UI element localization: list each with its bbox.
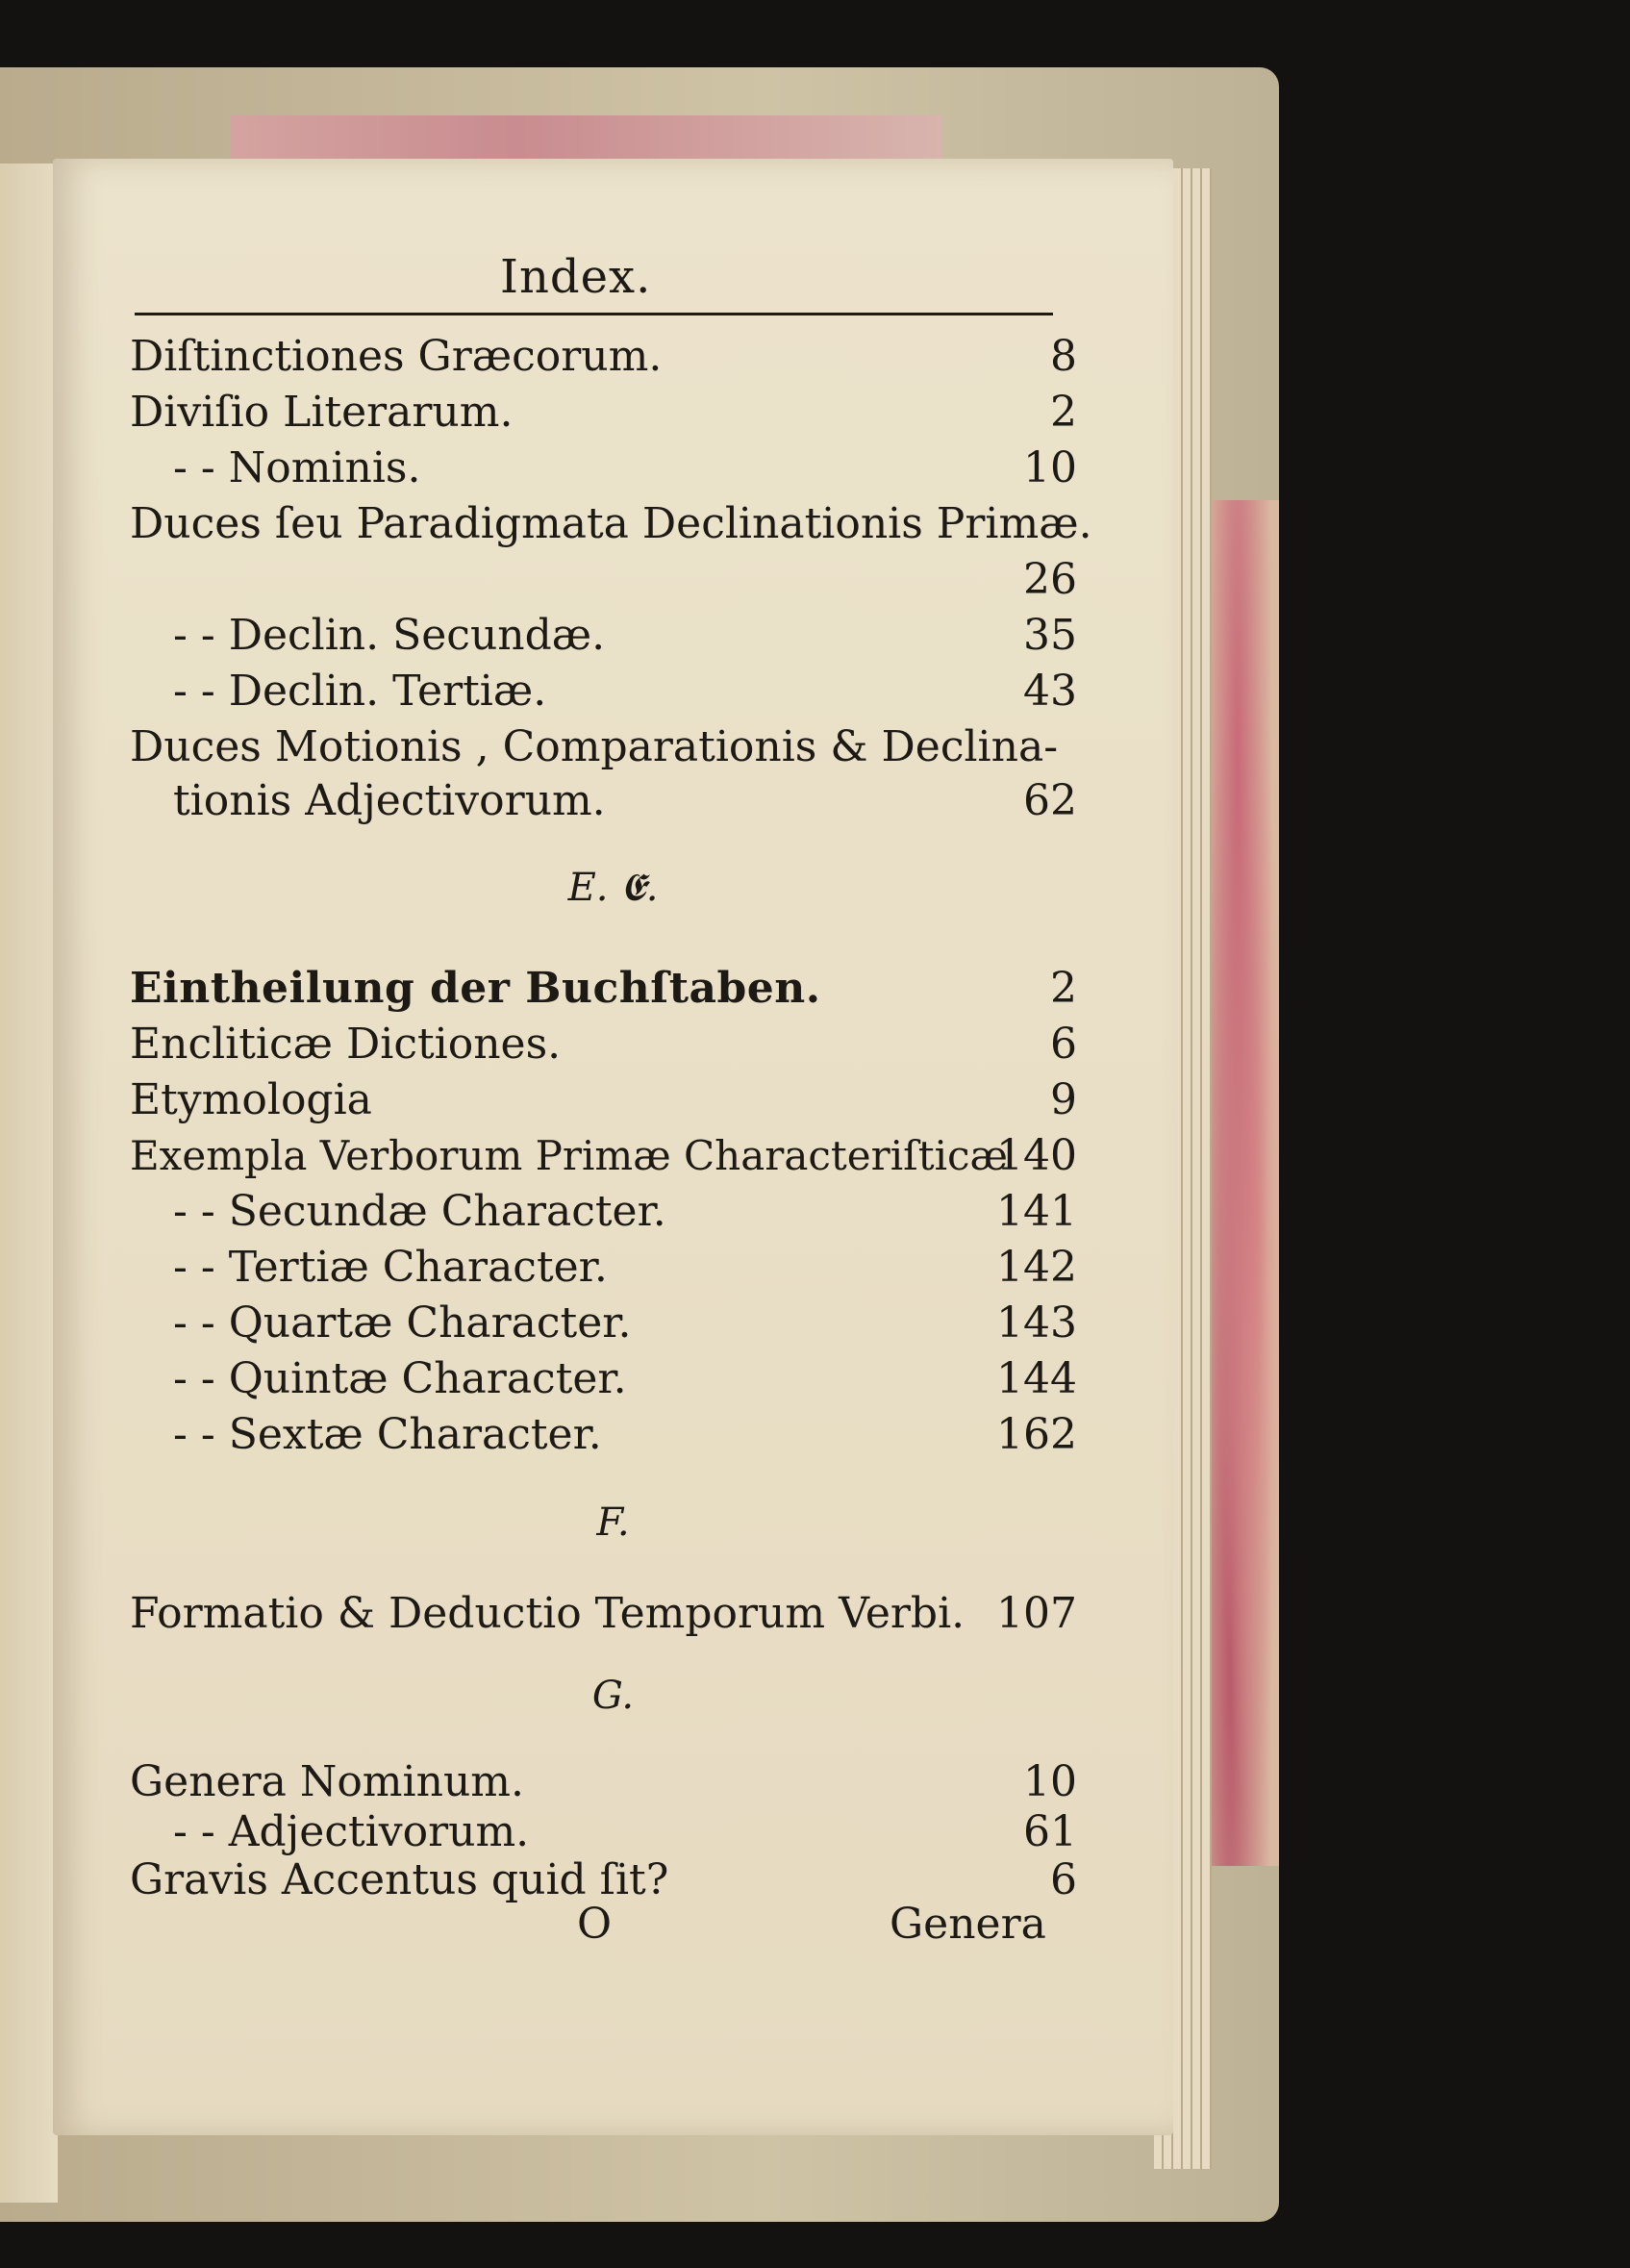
entry-page: 140 (996, 1131, 1077, 1180)
index-entry (130, 1408, 1077, 1466)
entry-page: 6 (1050, 1855, 1077, 1904)
index-entry (130, 1185, 1077, 1243)
index-entry (130, 720, 1077, 778)
section-heading-e: E. 𝕰. (567, 866, 659, 910)
entry-text: Duces ſeu Paradigmata Declinationis Primæ. (130, 499, 1092, 548)
entry-page: 107 (996, 1589, 1077, 1638)
index-entry (130, 1129, 1077, 1187)
entry-text: Exempla Verborum Primæ Characteriſticæ (130, 1132, 1009, 1179)
entry-text: - - Sextæ Character. (173, 1410, 602, 1459)
index-entry (130, 330, 1077, 388)
index-entry (130, 553, 1077, 611)
entry-page: 142 (996, 1243, 1077, 1292)
entry-page: 144 (996, 1354, 1077, 1403)
index-entry (130, 1297, 1077, 1354)
marbled-fore-edge (1210, 500, 1279, 1866)
section-heading-g: G. (591, 1674, 635, 1718)
catchword: Genera (890, 1900, 1046, 1949)
entry-text: - - Adjectivorum. (173, 1807, 530, 1856)
entry-page: 2 (1050, 388, 1077, 437)
entry-text: Formatio & Deductio Temporum Verbi. (130, 1589, 965, 1638)
entry-text: Etymologia (130, 1075, 372, 1124)
entry-text: Encliticæ Dictiones. (130, 1020, 562, 1069)
head-rule (135, 313, 1053, 315)
index-entry (130, 386, 1077, 443)
entry-page: 141 (996, 1187, 1077, 1236)
index-entry (130, 609, 1077, 667)
index-entry (130, 441, 1077, 499)
entry-page: 143 (996, 1298, 1077, 1348)
index-entry (130, 497, 1092, 555)
entry-text: - - Quartæ Character. (173, 1298, 632, 1348)
entry-text: Diſtinctiones Græcorum. (130, 332, 663, 381)
entry-text: Duces Motionis , Comparationis & Declina- (130, 722, 1059, 771)
index-entry (130, 1755, 1077, 1813)
index-entry (130, 962, 1077, 1020)
entry-page: 162 (996, 1410, 1077, 1459)
index-entry (130, 665, 1077, 722)
entry-text: - - Declin. Secundæ. (173, 611, 606, 660)
entry-text: - - Secundæ Character. (173, 1187, 666, 1236)
entry-page: 43 (1023, 667, 1077, 716)
section-heading-f: F. (596, 1500, 630, 1545)
entry-text: Gravis Accentus quid ſit? (130, 1855, 669, 1904)
entry-text: - - Declin. Tertiæ. (173, 667, 547, 716)
index-entry (130, 1352, 1077, 1410)
entry-text: - - Nominis. (173, 443, 421, 492)
index-entry (130, 1018, 1077, 1075)
index-entry (130, 774, 1077, 832)
entry-page: 10 (1023, 1757, 1077, 1806)
entry-page: 2 (1050, 964, 1077, 1013)
entry-text: - - Tertiæ Character. (173, 1243, 608, 1292)
entry-page: 35 (1023, 611, 1077, 660)
running-head: Index. (500, 250, 652, 304)
left-page-edge (0, 164, 58, 2203)
index-entry (130, 1073, 1077, 1131)
entry-page: 10 (1023, 443, 1077, 492)
entry-text: Eintheilung der Buchſtaben. (130, 964, 821, 1013)
signature-mark: O (577, 1900, 613, 1949)
index-entry (130, 1241, 1077, 1298)
entry-page: 62 (1023, 776, 1077, 825)
entry-text: Diviſio Literarum. (130, 388, 514, 437)
entry-page: 6 (1050, 1020, 1077, 1069)
index-page (53, 159, 1173, 2135)
entry-page: 61 (1023, 1807, 1077, 1856)
entry-text: - - Quintæ Character. (173, 1354, 627, 1403)
entry-page: 8 (1050, 332, 1077, 381)
index-entry (130, 1587, 1077, 1645)
entry-text: Genera Nominum. (130, 1757, 524, 1806)
entry-page: 9 (1050, 1075, 1077, 1124)
entry-text: tionis Adjectivorum. (173, 776, 606, 825)
entry-page: 26 (1023, 555, 1077, 604)
